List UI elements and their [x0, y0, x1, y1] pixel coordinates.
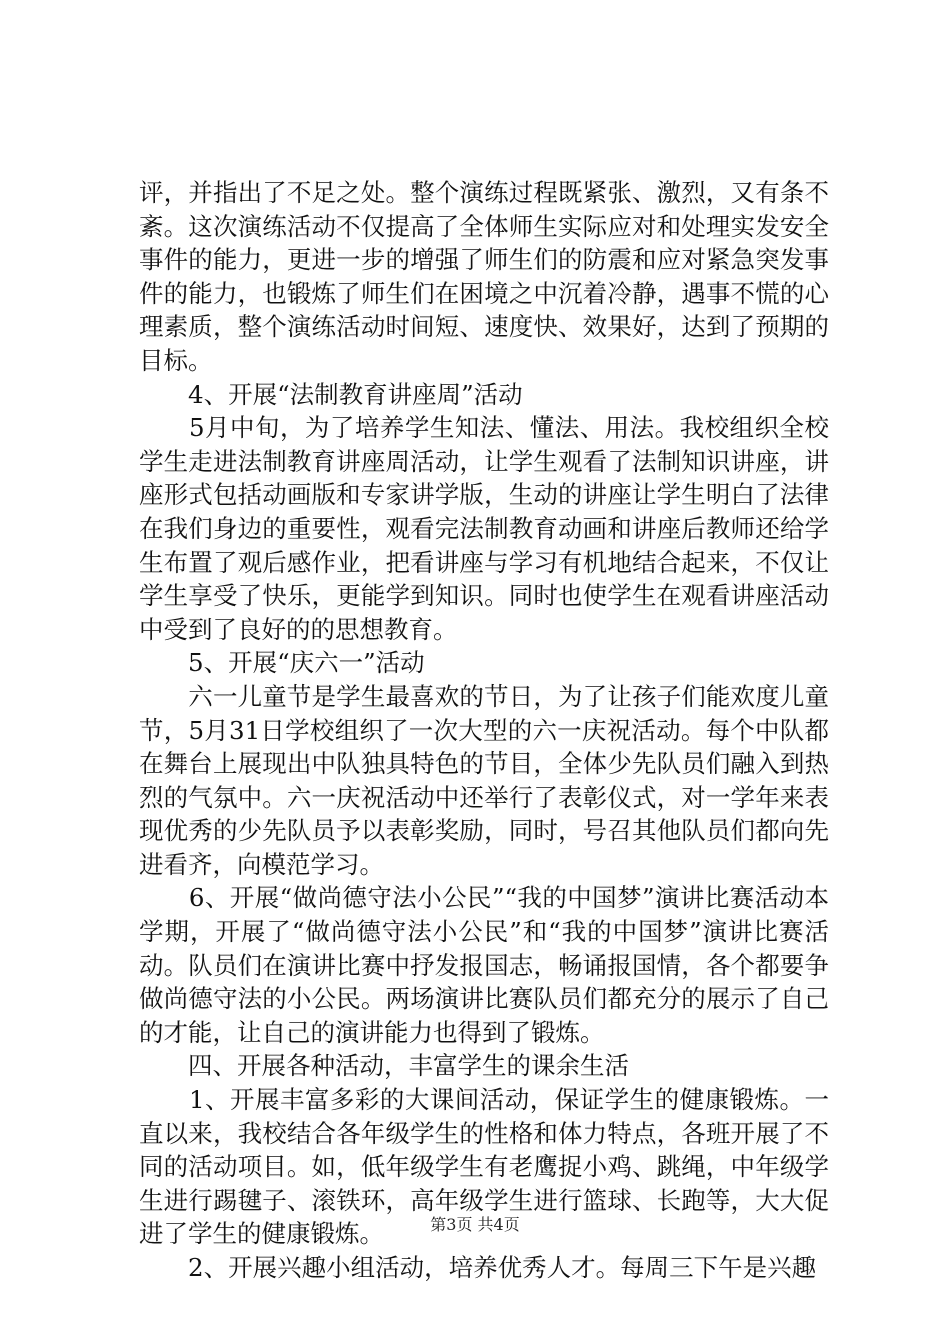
page-footer: 第3页 共4页: [430, 1215, 520, 1234]
heading-childrens-day: 5、开展“庆六一”活动: [139, 648, 425, 678]
heading-law-lecture-week: 4、开展“法制教育讲座周”活动: [139, 379, 523, 409]
paragraph-childrens-day: 六一儿童节是学生最喜欢的节日，为了让孩子们能欢度儿童节，5月31日学校组织了一次大型的六一庆祝活动。每个中队都在舞台上展现出中队独具特色的节目，全体少先队员们融入到热烈的气氛中。六一庆祝活动中还举行了表彰仪式，对一学年来表现优秀的少先队员予以表彰奖励，同时，号召其他队员们都向先进看齐，向模范学习。: [139, 681, 829, 879]
paragraph-law-lecture-week: 5月中旬，为了培养学生知法、懂法、用法。我校组织全校学生走进法制教育讲座周活动，让学生观看了法制知识讲座，讲座形式包括动画版和专家讲学版，生动的讲座让学生明白了法律在我们身边的重要性，观看完法制教育动画和讲座后教师还给学生布置了观后感作业，把看讲座与学习有机地结合起来，不仅让学生享受了快乐，更能学到知识。同时也使学生在观看讲座活动中受到了良好的的思想教育。: [139, 413, 829, 644]
paragraph-drill-summary: 评，并指出了不足之处。整个演练过程既紧张、激烈，又有条不紊。这次演练活动不仅提高了全体师生实际应对和处理实发安全事件的能力，更进一步的增强了师生们的防震和应对紧急突发事件的能力，也锻炼了师生们在困境之中沉着冷静，遇事不慌的心理素质，整个演练活动时间短、速度快、效果好，达到了预期的目标。: [139, 178, 829, 375]
body-text: [139, 176, 829, 1285]
paragraph-speech-contest: 6、开展“做尚德守法小公民”“我的中国梦”演讲比赛活动本学期，开展了“做尚德守法小公民”和“我的中国梦”演讲比赛活动。队员们在演讲比赛中抒发报国志，畅诵报国情，各个都要争做尚德守法的小公民。两场演讲比赛队员们都充分的展示了自己的才能，让自己的演讲能力也得到了锻炼。: [139, 883, 829, 1047]
paragraph-recess-activities: 1、开展丰富多彩的大课间活动，保证学生的健康锻炼。一直以来，我校结合各年级学生的性格和体力特点，各班开展了不同的活动项目。如，低年级学生有老鹰捉小鸡、跳绳，中年级学生进行踢毽子、滚铁环，高年级学生进行篮球、长跑等，大大促进了学生的健康锻炼。: [139, 1085, 829, 1249]
paragraph-interest-groups: 2、开展兴趣小组活动，培养优秀人才。每周三下午是兴趣: [139, 1253, 817, 1282]
heading-section-four: 四、开展各种活动，丰富学生的课余生活: [139, 1051, 629, 1081]
